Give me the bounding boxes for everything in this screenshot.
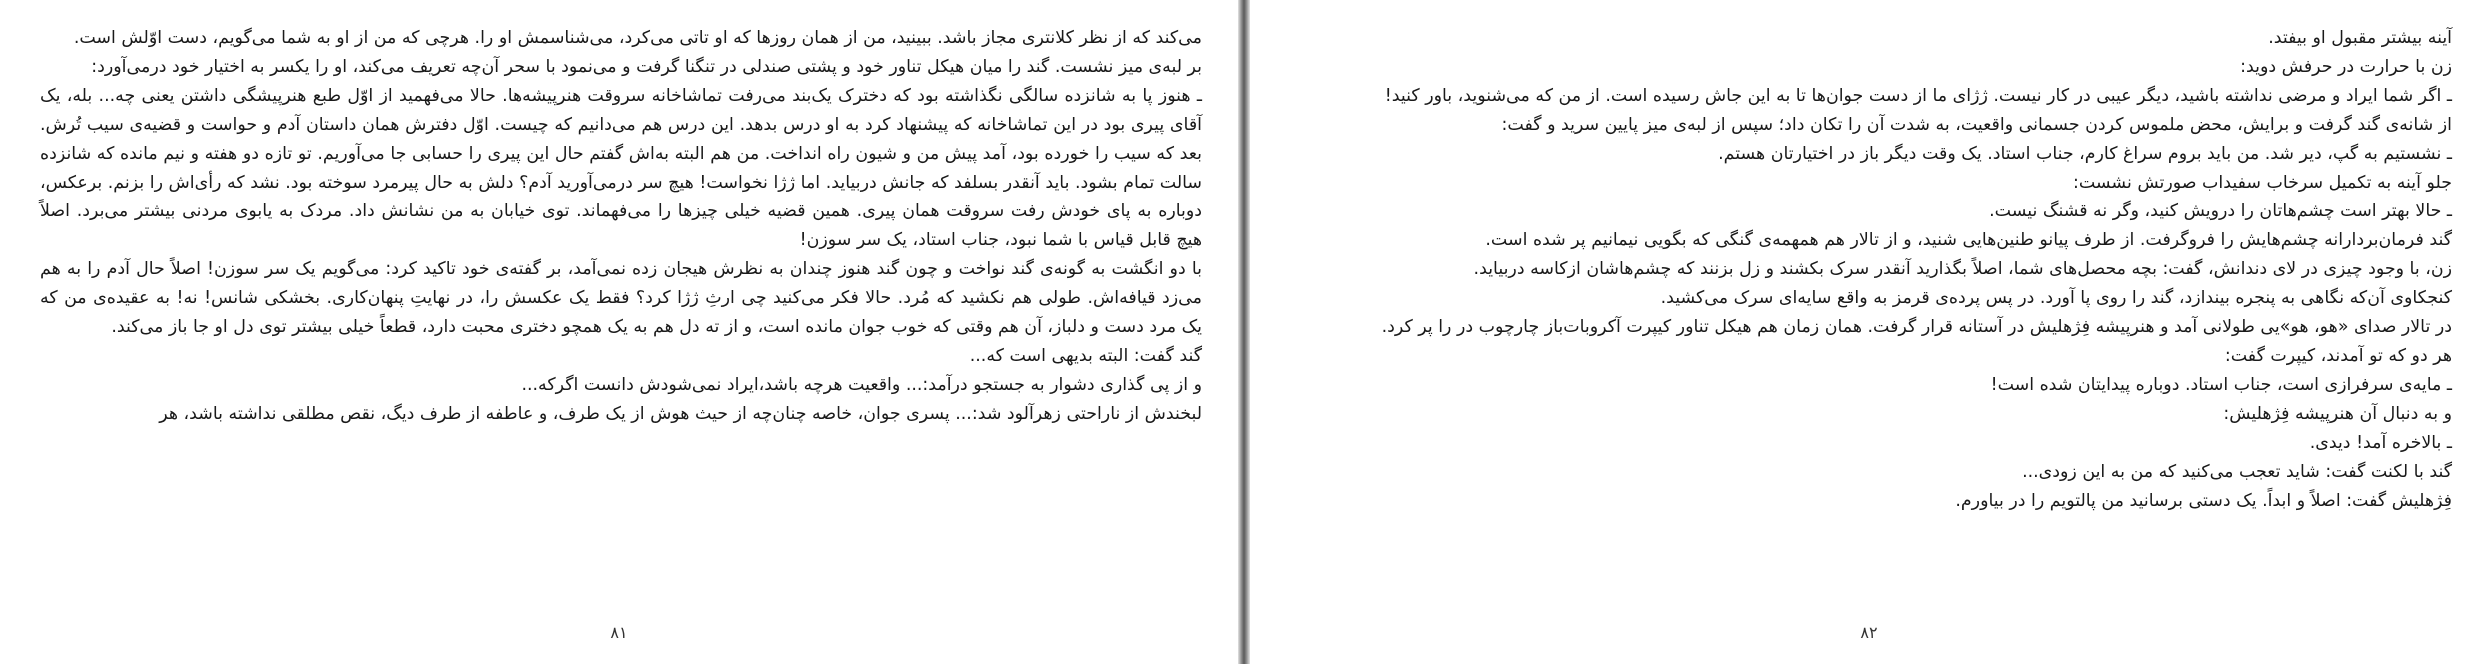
- paragraph: جلو آینه به تکمیل سرخاب سفیداب صورتش نشست:: [2072, 172, 2452, 193]
- paragraph: گند با لکنت گفت: شاید تعجب می‌کنید که من به این زودی...: [2022, 461, 2452, 482]
- paragraph: ـ بالاخره آمد! دیدی.: [2309, 432, 2452, 453]
- page-number: ۸۱: [610, 623, 628, 642]
- paragraph: گند فرمان‌بردارانه چشم‌هایش را فروگرفت. از طرف پیانو طنین‌هایی شنید، و از تالار هم همهمه‌ی گنگی که بگویی نیمانیم پر شده است.: [1485, 230, 2452, 251]
- page-number: ۸۲: [1860, 623, 1878, 642]
- paragraph: ـ نشستیم به گپ، دیر شد. من باید بروم سراغ کارم، جناب استاد. یک وقت دیگر باز در اختیارتان هستم.: [1718, 143, 2452, 164]
- left-page-text: [40, 24, 1202, 429]
- paragraph: از شانه‌ی گند گرفت و برایش، محض ملموس کردن جسمانی واقعیت، به شدت آن را تکان داد؛ سپس از لبه‌ی میز پایین سرید و گفت:: [1501, 114, 2452, 135]
- paragraph: می‌کند که از نظر کلانتری مجاز باشد. ببینید، من از همان روزها که او تاتی می‌کرد، می‌شناسمش او را. هرچی که من از او به شما می‌گویم، دست اوّلش است.: [73, 28, 1202, 48]
- paragraph: زن با حرارت در حرفش دوید:: [2240, 56, 2452, 77]
- paragraph: ـ حالا بهتر است چشم‌هاتان را درویش کنید، وگر نه قشنگ نیست.: [1989, 201, 2452, 222]
- paragraph: و از پی گذاری دشوار به جستجو درآمد:... واقعیت هرچه باشد،ایراد نمی‌شودش دانست اگرکه...: [521, 374, 1202, 395]
- paragraph: آینه بیشتر مقبول او بیفتد.: [2268, 28, 2452, 48]
- left-page: [0, 0, 1238, 664]
- paragraph: ـ هنوز پا به شانزده سالگی نگذاشته بود که دخترک یک‌بند می‌رفت تماشاخانه سروقت هنرپیشه‌ها. حالا می‌فهمید از اوّل طبع هنرپیشگی داشتن یعنی چه... بله، یک آقای پیری بود در این تماشاخانه که پیشنهاد کرد به او درس بدهد. این درس هم می‌دانیم که چیست. اوّل دفترش همان داستان آدم و حواست و قضیه‌ی سیب تُرش. بعد که سیب را خورده بود، آمد پیش من و شیون راه انداخت. من هم البته به‌اش گفتم حال این پیری را حسابی جا می‌آوریم. تو تازه دو هفته و نیم مانده که شانزده سالت تمام بشود. باید آنقدر بسلفد که جانش دربیاید. اما ژژا نخواست! هیچ سر درمی‌آورید آدم؟ دلش به حال پیرمرد سوخته بود. نشد که رأی‌اش را بزنم. برعکس، دوباره به پای خودش رفت سروقت همان پیری. همین قضیه خیلی چیزها را می‌فهماند. توی خیابان به من نشانش داد. مردک به یابوی مردنی بیشتر می‌برد. اصلاً هیچ قابل قیاس با شما نبود، جناب استاد، یک سر سوزن!: [40, 85, 1202, 251]
- paragraph: با دو انگشت به گونه‌ی گند نواخت و چون گند هنوز چندان به نظرش هیجان زده نمی‌آمد، بر گفته‌ی خود تاکید کرد: می‌گویم یک سر سوزن! اصلاً حال آدم را به هم می‌زد قیافه‌اش. طولی هم نکشید که مُرد. حالا فکر می‌کنید چی ارثِ ژژا کرد؟ فقط یک عکسش را، در نهایتِ پنهان‌کاری. بخشکی شانس! نه! به عقیده‌ی من که یک مرد دست و دلباز، آن هم وقتی که خوب جوان مانده است، و از ته دل هم به یک همچو دختری محبت دارد، قطعاً خیلی بیشتر توی دل او جا باز می‌کند.: [40, 259, 1202, 338]
- right-page: [1250, 0, 2488, 664]
- right-page-text: [1290, 24, 2452, 515]
- paragraph: گند گفت: البته بدیهی است که...: [969, 345, 1202, 366]
- paragraph: ـ اگر شما ایراد و مرضی نداشته باشید، دیگر عیبی در کار نیست. ژژای ما از دست جوان‌ها تا به این جاش رسیده است. از من که می‌شنوید، باور کنید!: [1384, 85, 2452, 106]
- paragraph: در تالار صدای «هو، هو»یی طولانی آمد و هنرپیشه فِژهلیش در آستانه قرار گرفت. همان زمان هم هیکل تناور کیپرت آکروبات‌باز چارچوب در را پر کرد.: [1381, 317, 2452, 338]
- paragraph: و به دنبال آن هنرپیشه فِژهلیش:: [2223, 403, 2452, 424]
- paragraph: کنجکاوی آن‌که نگاهی به پنجره بیندازد، گند را روی پا آورد. در پس پرده‌ی قرمز به واقع سایه‌ای سرک می‌کشید.: [1660, 288, 2452, 309]
- book-gutter: [1238, 0, 1250, 664]
- paragraph: لبخندش از ناراحتی زهرآلود شد:... پسری جوان، خاصه چنان‌چه از حیث هوش از یک طرف، و عاطفه از طرف دیگ، نقص مطلقی نداشته باشد، هر: [159, 403, 1202, 424]
- paragraph: فِژهلیش گفت: اصلاً و ابداً. یک دستی برسانید من پالتویم را در بیاورم.: [1955, 490, 2452, 511]
- paragraph: بر لبه‌ی میز نشست. گند را میان هیکل تناور خود و پشتی صندلی در تنگنا گرفت و می‌نمود با سحر آن‌چه تعریف می‌کند، او را یکسر به اختیار خود درمی‌آورد:: [91, 56, 1202, 77]
- paragraph: ـ مایه‌ی سرفرازی است، جناب استاد. دوباره پیدایتان شده است!: [1990, 374, 2452, 395]
- paragraph: زن، با وجود چیزی در لای دندانش، گفت: بچه محصل‌های شما، اصلاً بگذارید آنقدر سرک بکشند و زل بزنند که چشم‌هاشان ازکاسه دربیاید.: [1473, 259, 2452, 280]
- paragraph: هر دو که تو آمدند، کیپرت گفت:: [2224, 345, 2452, 366]
